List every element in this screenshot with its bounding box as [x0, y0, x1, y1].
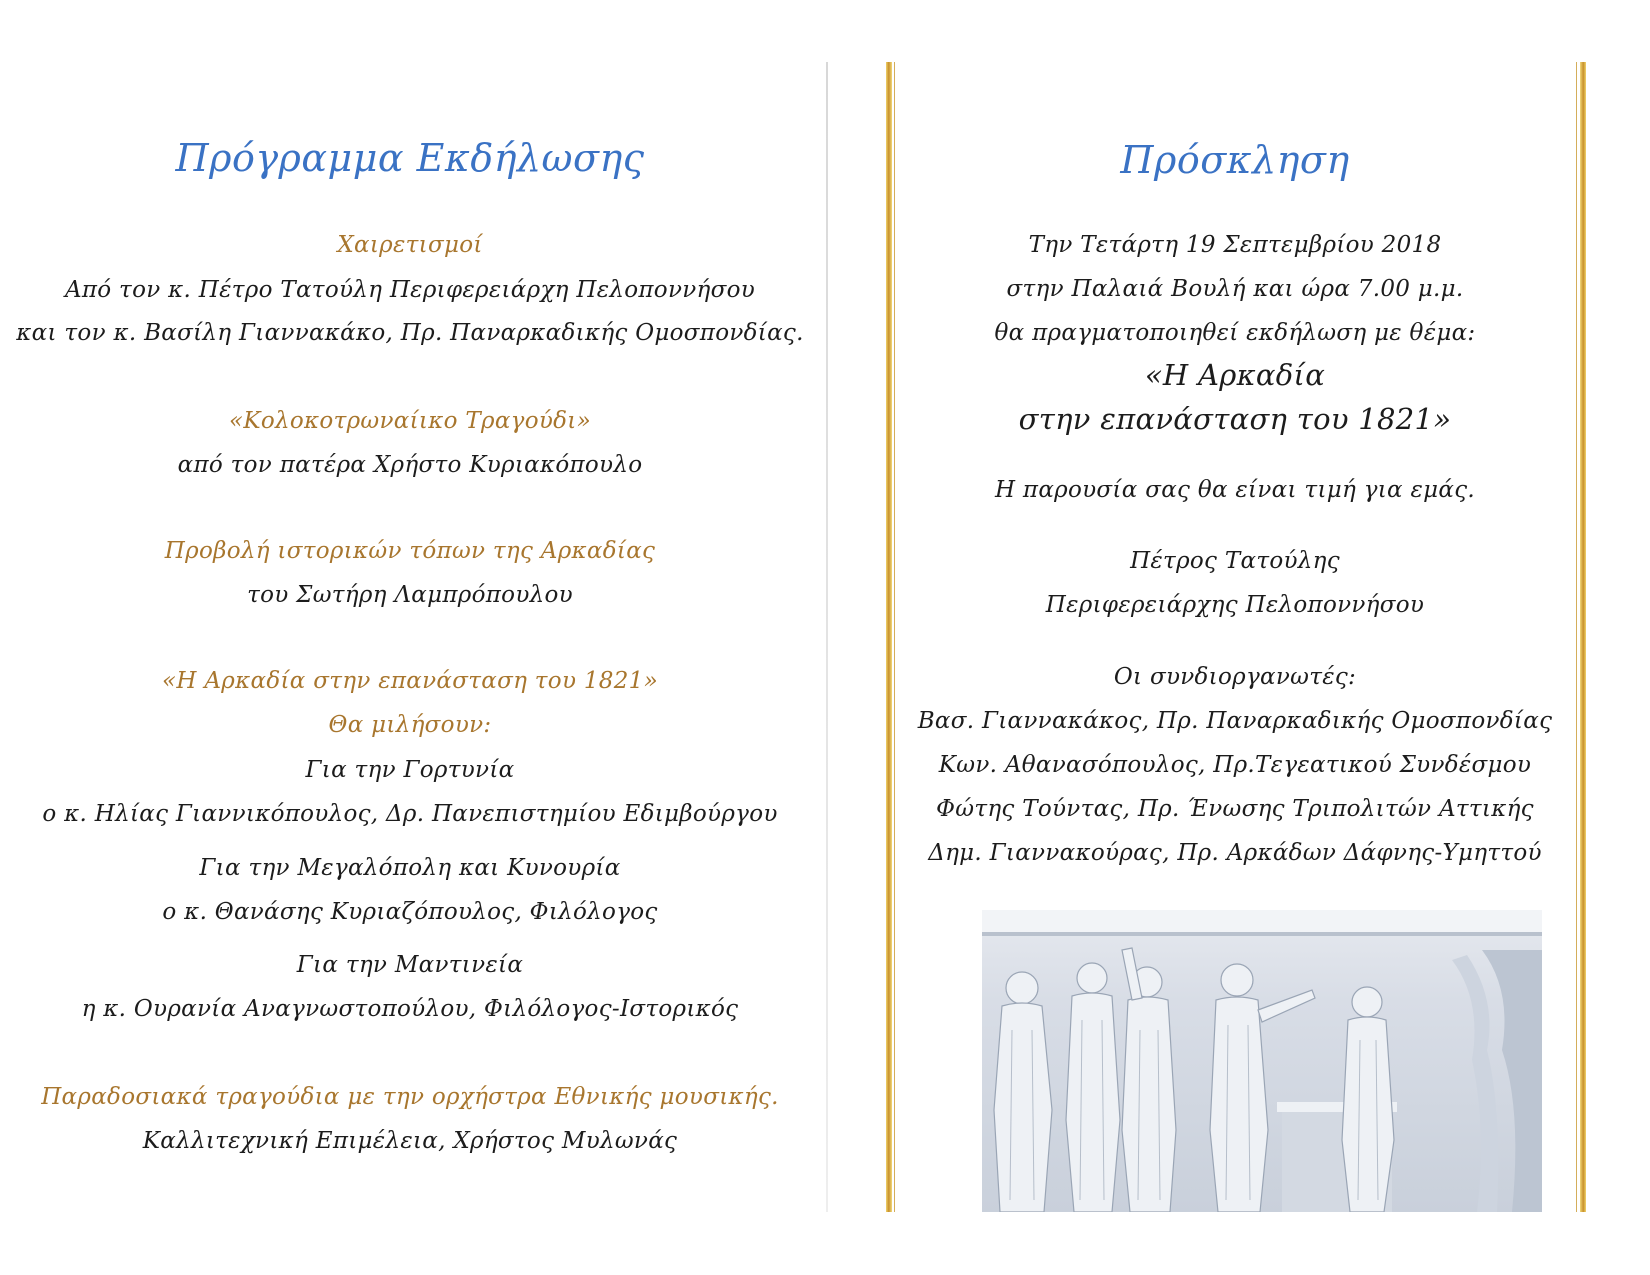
- program-title: Πρόγραμμα Εκδήλωσης: [175, 136, 645, 180]
- marble-relief-image: [982, 910, 1542, 1212]
- greetings-line-1: Από τον κ. Πέτρο Τατούλη Περιφερειάρχη Πελοποννήσου: [64, 277, 756, 303]
- host-name: Πέτρος Τατούλης: [1130, 548, 1340, 574]
- speaker-3-topic: Για την Μαντινεία: [296, 952, 524, 978]
- speakers-heading: Θα μιλήσουν:: [328, 712, 492, 738]
- speaker-1-topic: Για την Γορτυνία: [305, 757, 515, 783]
- invitation-honor: Η παρουσία σας θα είναι τιμή για εμάς.: [994, 477, 1476, 503]
- song-performer: από τον πατέρα Χρήστο Κυριακόπουλο: [177, 452, 643, 478]
- screening-heading: Προβολή ιστορικών τόπων της Αρκαδίας: [164, 538, 656, 564]
- coorganizer-2: Κων. Αθανασόπουλος, Πρ.Τεγεατικού Συνδέσμου: [938, 752, 1532, 778]
- topic-heading: «Η Αρκαδία στην επανάσταση του 1821»: [162, 668, 658, 694]
- relief-illustration: [982, 910, 1542, 1212]
- invitation-date: Την Τετάρτη 19 Σεπτεμβρίου 2018: [1028, 232, 1442, 258]
- coorganizer-4: Δημ. Γιαννακούρας, Πρ. Αρκάδων Δάφνης-Υμηττού: [928, 840, 1542, 866]
- coorganizers-heading: Οι συνδιοργανωτές:: [1113, 664, 1357, 690]
- speaker-2-topic: Για την Μεγαλόπολη και Κυνουρία: [199, 855, 621, 881]
- speaker-2-name: ο κ. Θανάσης Κυριαζόπουλος, Φιλόλογος: [162, 899, 658, 925]
- invitation-theme-line-2: στην επανάσταση του 1821»: [1018, 402, 1452, 436]
- invitation-event: θα πραγματοποιηθεί εκδήλωση με θέμα:: [994, 320, 1476, 346]
- speaker-3-name: η κ. Ουρανία Αναγνωστοπούλου, Φιλόλογος-Ιστορικός: [81, 996, 739, 1022]
- invitation-place: στην Παλαιά Βουλή και ώρα 7.00 μ.μ.: [1006, 276, 1464, 302]
- fold-line: [826, 62, 828, 1212]
- invitation-theme-line-1: «Η Αρκαδία: [1144, 358, 1326, 392]
- coorganizer-1: Βασ. Γιαννακάκος, Πρ. Παναρκαδικής Ομοσπονδίας: [917, 708, 1553, 734]
- greetings-line-2: και τον κ. Βασίλη Γιαννακάκο, Πρ. Παναρκαδικής Ομοσπονδίας.: [16, 320, 804, 346]
- program-panel: [0, 0, 820, 1275]
- song-heading: «Κολοκοτρωναίικο Τραγούδι»: [229, 408, 591, 434]
- music-credit: Καλλιτεχνική Επιμέλεια, Χρήστος Μυλωνάς: [142, 1128, 678, 1154]
- screening-author: του Σωτήρη Λαμπρόπουλου: [247, 582, 573, 608]
- music-heading: Παραδοσιακά τραγούδια με την ορχήστρα Εθνικής μουσικής.: [41, 1084, 779, 1110]
- host-title: Περιφερειάρχης Πελοποννήσου: [1045, 592, 1425, 618]
- coorganizer-3: Φώτης Τούντας, Πρ. Ένωσης Τριπολιτών Αττικής: [936, 796, 1534, 822]
- invitation-title: Πρόσκληση: [1120, 138, 1350, 182]
- speaker-1-name: ο κ. Ηλίας Γιαννικόπουλος, Δρ. Πανεπιστημίου Εδιμβούργου: [42, 801, 778, 827]
- greetings-heading: Χαιρετισμοί: [337, 232, 483, 258]
